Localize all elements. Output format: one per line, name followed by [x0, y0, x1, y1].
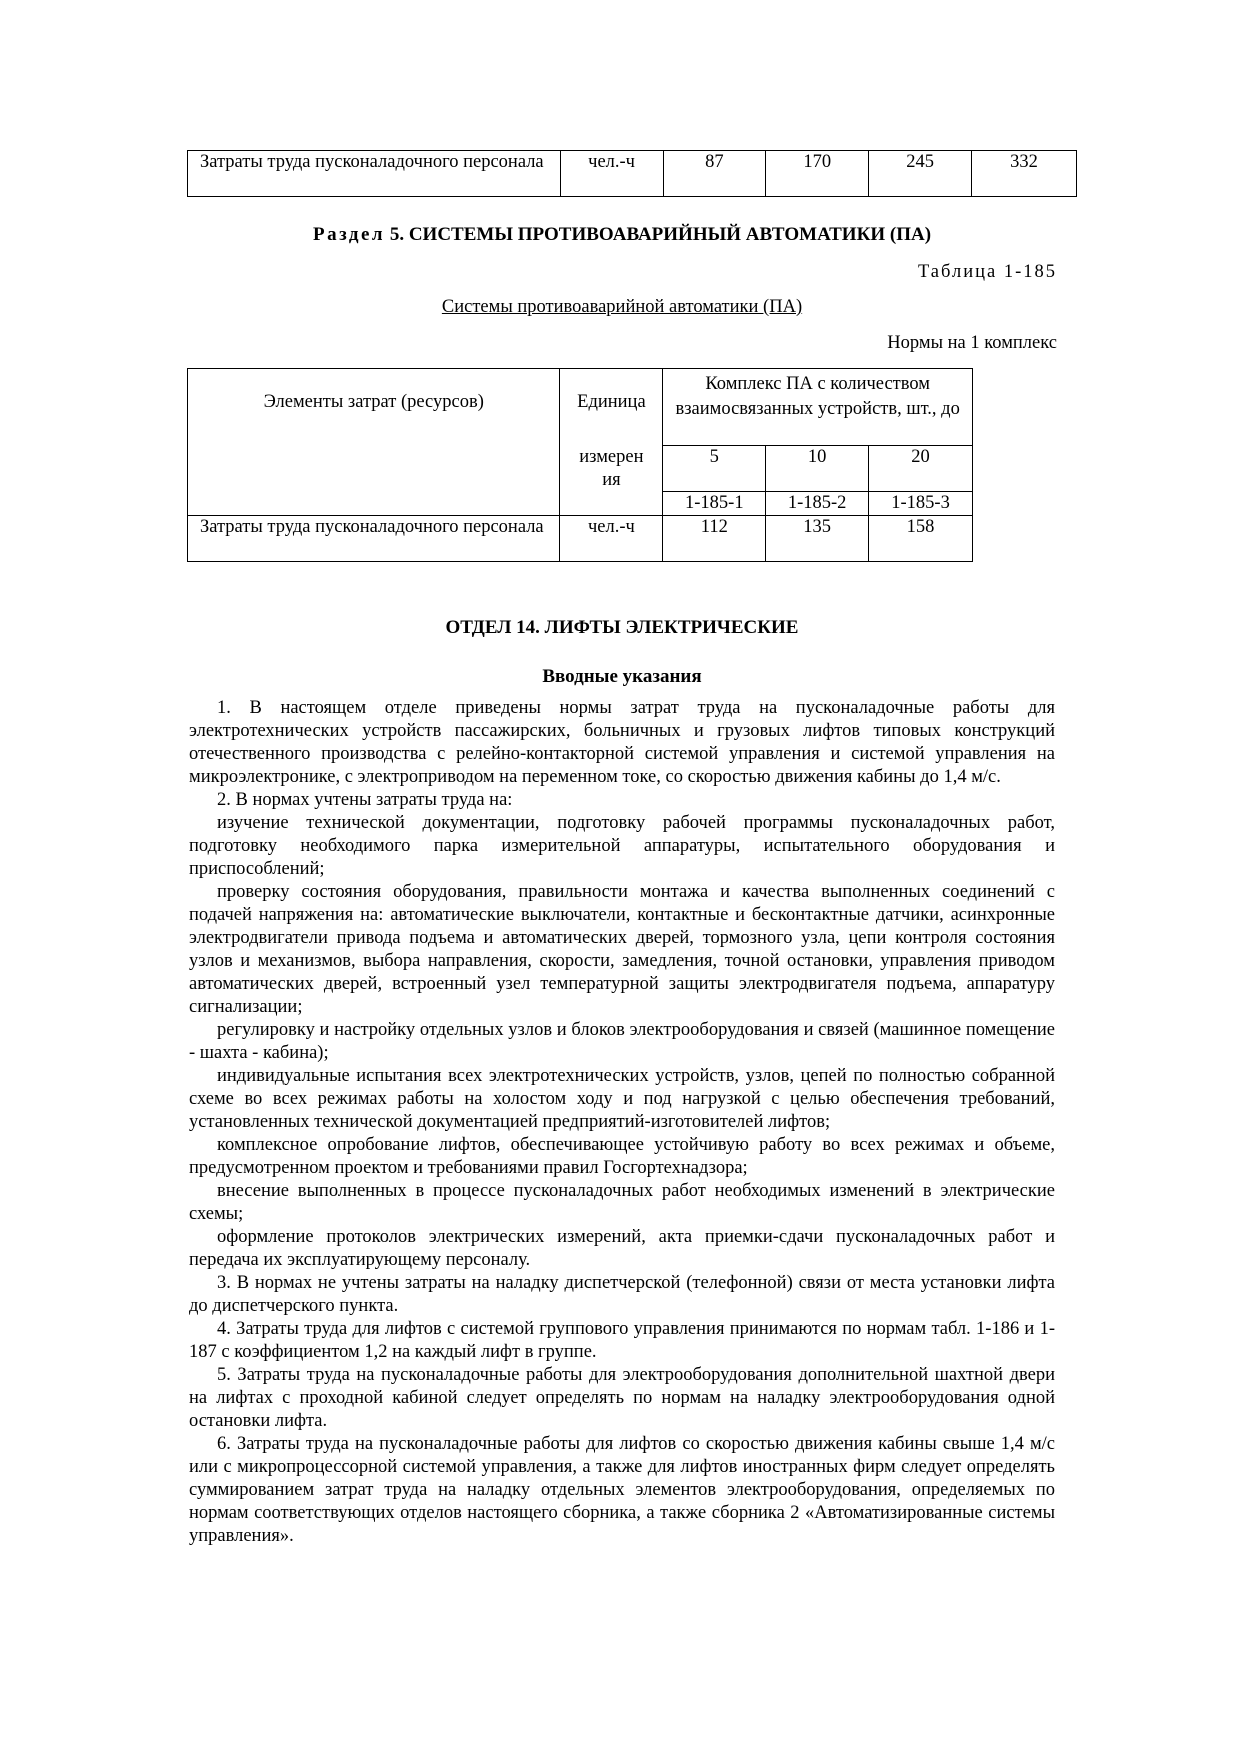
- header-elements: Элементы затрат (ресурсов): [188, 369, 560, 516]
- paragraph: 5. Затраты труда на пусконаладочные работы для электрооборудования дополнительной шахтной двери на лифтах с проходной кабиной следует определять по нормам на наладку электрооборудования одной остановки лифта.: [189, 1365, 1055, 1431]
- section-heading: [187, 223, 1057, 246]
- row-value: 158: [869, 516, 973, 562]
- table-1-185: [187, 368, 973, 562]
- table-title: Системы противоаварийной автоматики (ПА): [441, 297, 803, 317]
- intro-heading: Вводные указания: [542, 666, 702, 687]
- header-unit-line2: измерения: [579, 447, 644, 490]
- paragraph: 4. Затраты труда для лифтов с системой группового управления принимаются по нормам табл. 1-186 и 1-187 с коэффициентом 1,2 на каждый лифт в группе.: [189, 1319, 1055, 1362]
- paragraph: 6. Затраты труда на пусконаладочные работы для лифтов со скоростью движения кабины свыше 1,4 м/с или с микропроцессорной системой управления, а также для лифтов иностранных фирм следует определять суммированием затрат труда на наладку отдельных элементов электрооборудования, определяемых по нормам соответствующих отделов настоящего сборника, а также сборника 2 «Автоматизированные системы управления».: [189, 1434, 1055, 1546]
- paragraph: проверку состояния оборудования, правильности монтажа и качества выполненных соединений с подачей напряжения на: автоматические выключатели, контактные и бесконтактные датчики, асинхронные электродвигатели привода подъема и автоматических дверей, тормозного узла, цепи контроля состояния узлов и механизмов, выбора направления, скорости, замедления, точной остановки, управления приводом автоматических дверей, встроенный узел температурной защиты электродвигателя подъема, аппаратуру сигнализации;: [189, 882, 1055, 1017]
- row-unit: чел.-ч: [560, 151, 663, 197]
- row-value: 170: [766, 151, 869, 197]
- header-count: 10: [766, 446, 869, 492]
- paragraph: регулировку и настройку отдельных узлов и блоков электрооборудования и связей (машинное помещение - шахта - кабина);: [189, 1020, 1055, 1063]
- paragraph: 1. В настоящем отделе приведены нормы затрат труда на пусконаладочные работы для электротехнических устройств пассажирских, больничных и грузовых лифтов типовых конструкций отечественного производства с релейно-контакторной системой управления и системой управления на микроэлектронике, с электроприводом на переменном токе, со скоростью движения кабины до 1,4 м/с.: [189, 698, 1055, 787]
- intro-body: [189, 697, 1055, 1548]
- table-number: Таблица 1-185: [917, 262, 1057, 282]
- header-count: 20: [869, 446, 973, 492]
- row-label: Затраты труда пусконаладочного персонала: [188, 516, 560, 562]
- paragraph: 2. В нормах учтены затраты труда на:: [217, 790, 513, 810]
- header-count: 5: [663, 446, 766, 492]
- row-value: 112: [663, 516, 766, 562]
- paragraph: внесение выполненных в процессе пусконаладочных работ необходимых изменений в электрические схемы;: [189, 1181, 1055, 1224]
- table-row: [188, 151, 1077, 197]
- header-code: 1-185-2: [766, 492, 869, 516]
- section-prefix: Раздел: [312, 224, 386, 245]
- section-title: 5. СИСТЕМЫ ПРОТИВОАВАРИЙНЫЙ АВТОМАТИКИ (ПА): [389, 224, 932, 245]
- header-code: 1-185-3: [869, 492, 973, 516]
- paragraph: индивидуальные испытания всех электротехнических устройств, узлов, цепей по полностью собранной схеме во всех режимах работы на холостом ходу и под нагрузкой с целью обеспечения требований, установленных технической документацией предприятий-изготовителей лифтов;: [189, 1066, 1055, 1132]
- norms-caption: Нормы на 1 комплекс: [887, 333, 1057, 353]
- header-code: 1-185-1: [663, 492, 766, 516]
- header-unit: [560, 369, 663, 516]
- row-value: 135: [766, 516, 869, 562]
- row-label: Затраты труда пусконаладочного персонала: [188, 151, 561, 197]
- department-title: ОТДЕЛ 14. ЛИФТЫ ЭЛЕКТРИЧЕСКИЕ: [445, 617, 799, 638]
- paragraph: 3. В нормах не учтены затраты на наладку диспетчерской (телефонной) связи от места установки лифта до диспетчерского пункта.: [189, 1273, 1055, 1316]
- header-unit-line1: Единица: [577, 392, 646, 412]
- row-unit: чел.-ч: [560, 516, 663, 562]
- row-value: 332: [972, 151, 1077, 197]
- paragraph: оформление протоколов электрических измерений, акта приемки-сдачи пусконаладочных работ и передача их эксплуатирующему персоналу.: [189, 1227, 1055, 1270]
- paragraph: комплексное опробование лифтов, обеспечивающее устойчивую работу во всех режимах и объеме, предусмотренном проектом и требованиями правил Госгортехнадзора;: [189, 1135, 1055, 1178]
- header-complex: Комплекс ПА с количеством взаимосвязанных устройств, шт., до: [663, 369, 973, 446]
- row-value: 245: [869, 151, 972, 197]
- table-row: [188, 516, 973, 562]
- row-value: 87: [663, 151, 766, 197]
- labor-table-top: [187, 150, 1077, 197]
- paragraph: изучение технической документации, подготовку рабочей программы пусконаладочных работ, подготовку необходимого парка измерительной аппаратуры, испытательного оборудования и приспособлений;: [189, 813, 1055, 879]
